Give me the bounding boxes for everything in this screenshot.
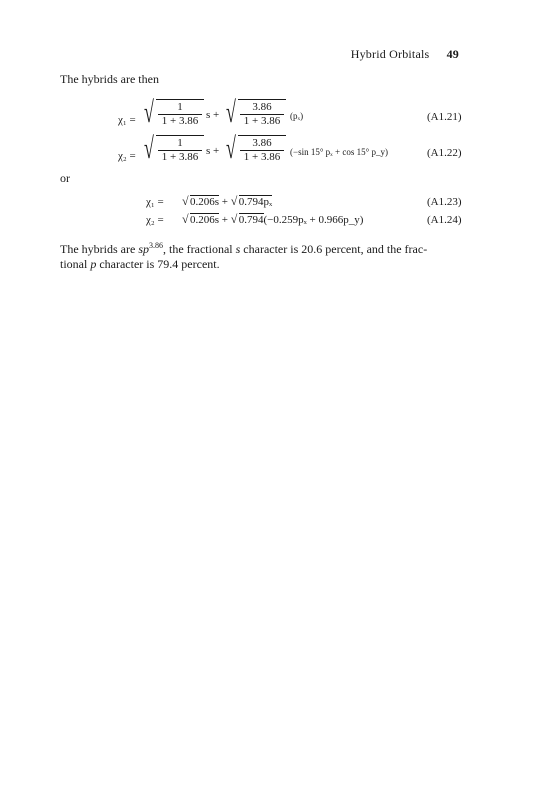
radical-sign: √: [144, 132, 154, 165]
conclusion-line-2: tional p character is 79.4 percent.: [60, 257, 220, 271]
denominator: 1 + 3.86: [243, 151, 281, 163]
equation-expression: √ 0.206s + √ 0.794pₓ: [182, 196, 272, 208]
equation-number: (A1.24): [427, 214, 462, 226]
denominator: 1 + 3.86: [243, 115, 281, 127]
equation-tail: (−sin 15° pₓ + cos 15° p_y): [290, 147, 388, 157]
running-title: Hybrid Orbitals: [350, 47, 430, 61]
equation-number: (A1.21): [427, 111, 462, 123]
numerator: 3.86: [252, 137, 272, 149]
radical-sign: √: [226, 96, 236, 129]
denominator: 1 + 3.86: [161, 115, 199, 127]
equation-lhs: χ₂ =: [118, 150, 136, 162]
equation-expression: √ 0.206s + √ 0.794(−0.259pₓ + 0.966p_y): [182, 214, 363, 226]
equation-number: (A1.23): [427, 196, 462, 208]
sqrt-term-2: √ 0.794pₓ: [231, 196, 272, 208]
numerator: 3.86: [252, 101, 272, 113]
intro-text: The hybrids are then: [60, 72, 159, 86]
running-header: [351, 47, 459, 62]
conclusion-line-1: The hybrids are $sp^{3.86}$, the fractional s character is 20.6 percent, and the frac-: [60, 241, 428, 256]
operator: s +: [206, 145, 220, 157]
equation-number: (A1.22): [427, 147, 462, 159]
equation-lhs: χ₁ =: [118, 114, 136, 126]
operator: s +: [206, 109, 220, 121]
equation-tail: (pₓ): [290, 111, 304, 121]
sqrt-term-2: √ 0.794: [231, 214, 264, 226]
numerator: 1: [177, 137, 183, 149]
conclusion-paragraph: [60, 238, 460, 272]
equation-lhs: χ₂ =: [146, 214, 164, 226]
radical-sign: √: [144, 96, 154, 129]
denominator: 1 + 3.86: [161, 151, 199, 163]
connector-or: or: [60, 171, 70, 185]
sqrt-term-1: √ 0.206s: [182, 196, 219, 208]
numerator: 1: [177, 101, 183, 113]
sqrt-term-1: √ 0.206s: [182, 214, 219, 226]
radical-sign: √: [226, 132, 236, 165]
equation-lhs: χ₁ =: [146, 196, 164, 208]
page-number: 49: [446, 47, 459, 61]
